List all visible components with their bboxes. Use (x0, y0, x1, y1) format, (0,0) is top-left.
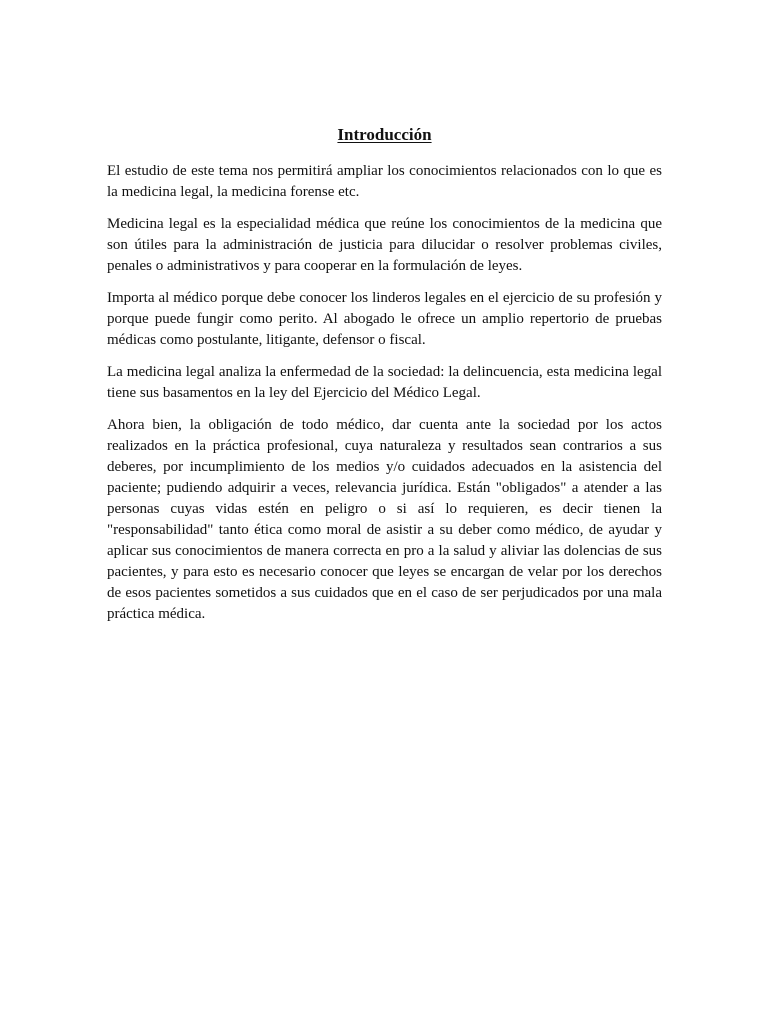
paragraph-3: Importa al médico porque debe conocer los linderos legales en el ejercicio de su profesión y porque puede fungir como perito. Al abogado le ofrece un amplio repertorio de pruebas médicas como postulante, litigante, defensor o fiscal. (107, 290, 662, 348)
paragraph-2: Medicina legal es la especialidad médica que reúne los conocimientos de la medicina que son útiles para la administración de justicia para dilucidar o resolver problemas civiles, penales o administrativos y para cooperar en la formulación de leyes. (107, 216, 662, 274)
paragraph-5: Ahora bien, la obligación de todo médico, dar cuenta ante la sociedad por los actos realizados en la práctica profesional, cuya naturaleza y resultados sean contrarios a sus deberes, por incumplimiento de los medios y/o cuidados adecuados en la asistencia del paciente; pudiendo adquirir a veces, relevancia jurídica. Están "obligados" a atender a las personas cuyas vidas estén en peligro o si así lo requieren, es decir tienen la "responsabilidad" tanto ética como moral de asistir a su deber como médico, de ayudar y aplicar sus conocimientos de manera correcta en pro a la salud y aliviar las dolencias de sus pacientes, y para esto es necesario conocer que leyes se encargan de velar por los derechos de esos pacientes sometidos a sus cuidados que en el caso de ser perjudicados por una mala práctica médica. (107, 417, 662, 622)
paragraph-4: La medicina legal analiza la enfermedad de la sociedad: la delincuencia, esta medicina legal tiene sus basamentos en la ley del Ejercicio del Médico Legal. (107, 364, 662, 401)
paragraph-1: El estudio de este tema nos permitirá ampliar los conocimientos relacionados con lo que es la medicina legal, la medicina forense etc. (107, 163, 662, 200)
document-page (107, 123, 662, 636)
document-title: Introducción (337, 125, 432, 144)
